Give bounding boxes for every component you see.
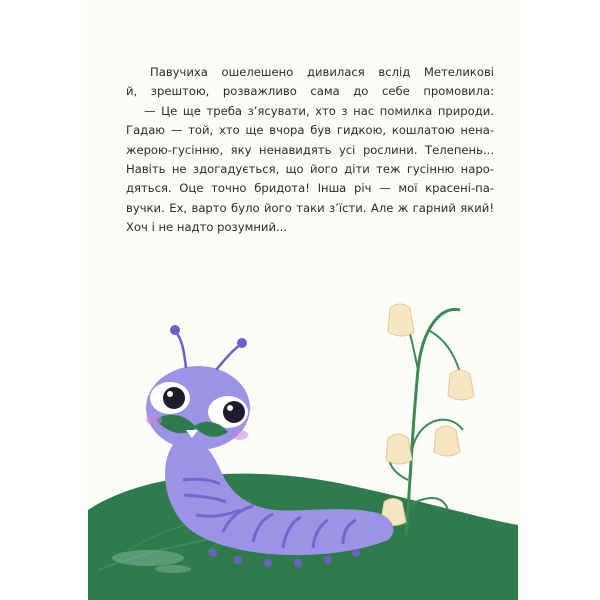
text-line: Гадаю — той, хто ще вчора був гидкою, кошлатою нена-: [126, 123, 494, 138]
text-line: Навіть не здогадується, що його діти теж гусінню наро-: [126, 162, 494, 177]
book-page: [88, 0, 518, 600]
text-line: — Це ще треба з’ясувати, хто з нас помилка природи.: [144, 103, 494, 118]
text-line: Хоч і не надто розумний...: [126, 220, 288, 235]
text-line: жерою-гусінню, яку ненавидять усі рослини. Телепень...: [126, 142, 494, 157]
text-line: й, зрештою, розважливо сама до себе промовила:: [126, 84, 494, 99]
text-line: вучки. Ех, варто було його таки з’їсти. Але ж гарний який!: [126, 200, 494, 215]
text-line: Павучиха ошелешено дивилася вслід Метеликові: [150, 65, 494, 79]
story-text: [126, 63, 494, 238]
caterpillar-illustration: [88, 270, 518, 600]
lily-of-the-valley: [381, 304, 474, 535]
text-line: дяться. Оце точно бридота! Інша річ — мої красені-па-: [126, 181, 494, 196]
